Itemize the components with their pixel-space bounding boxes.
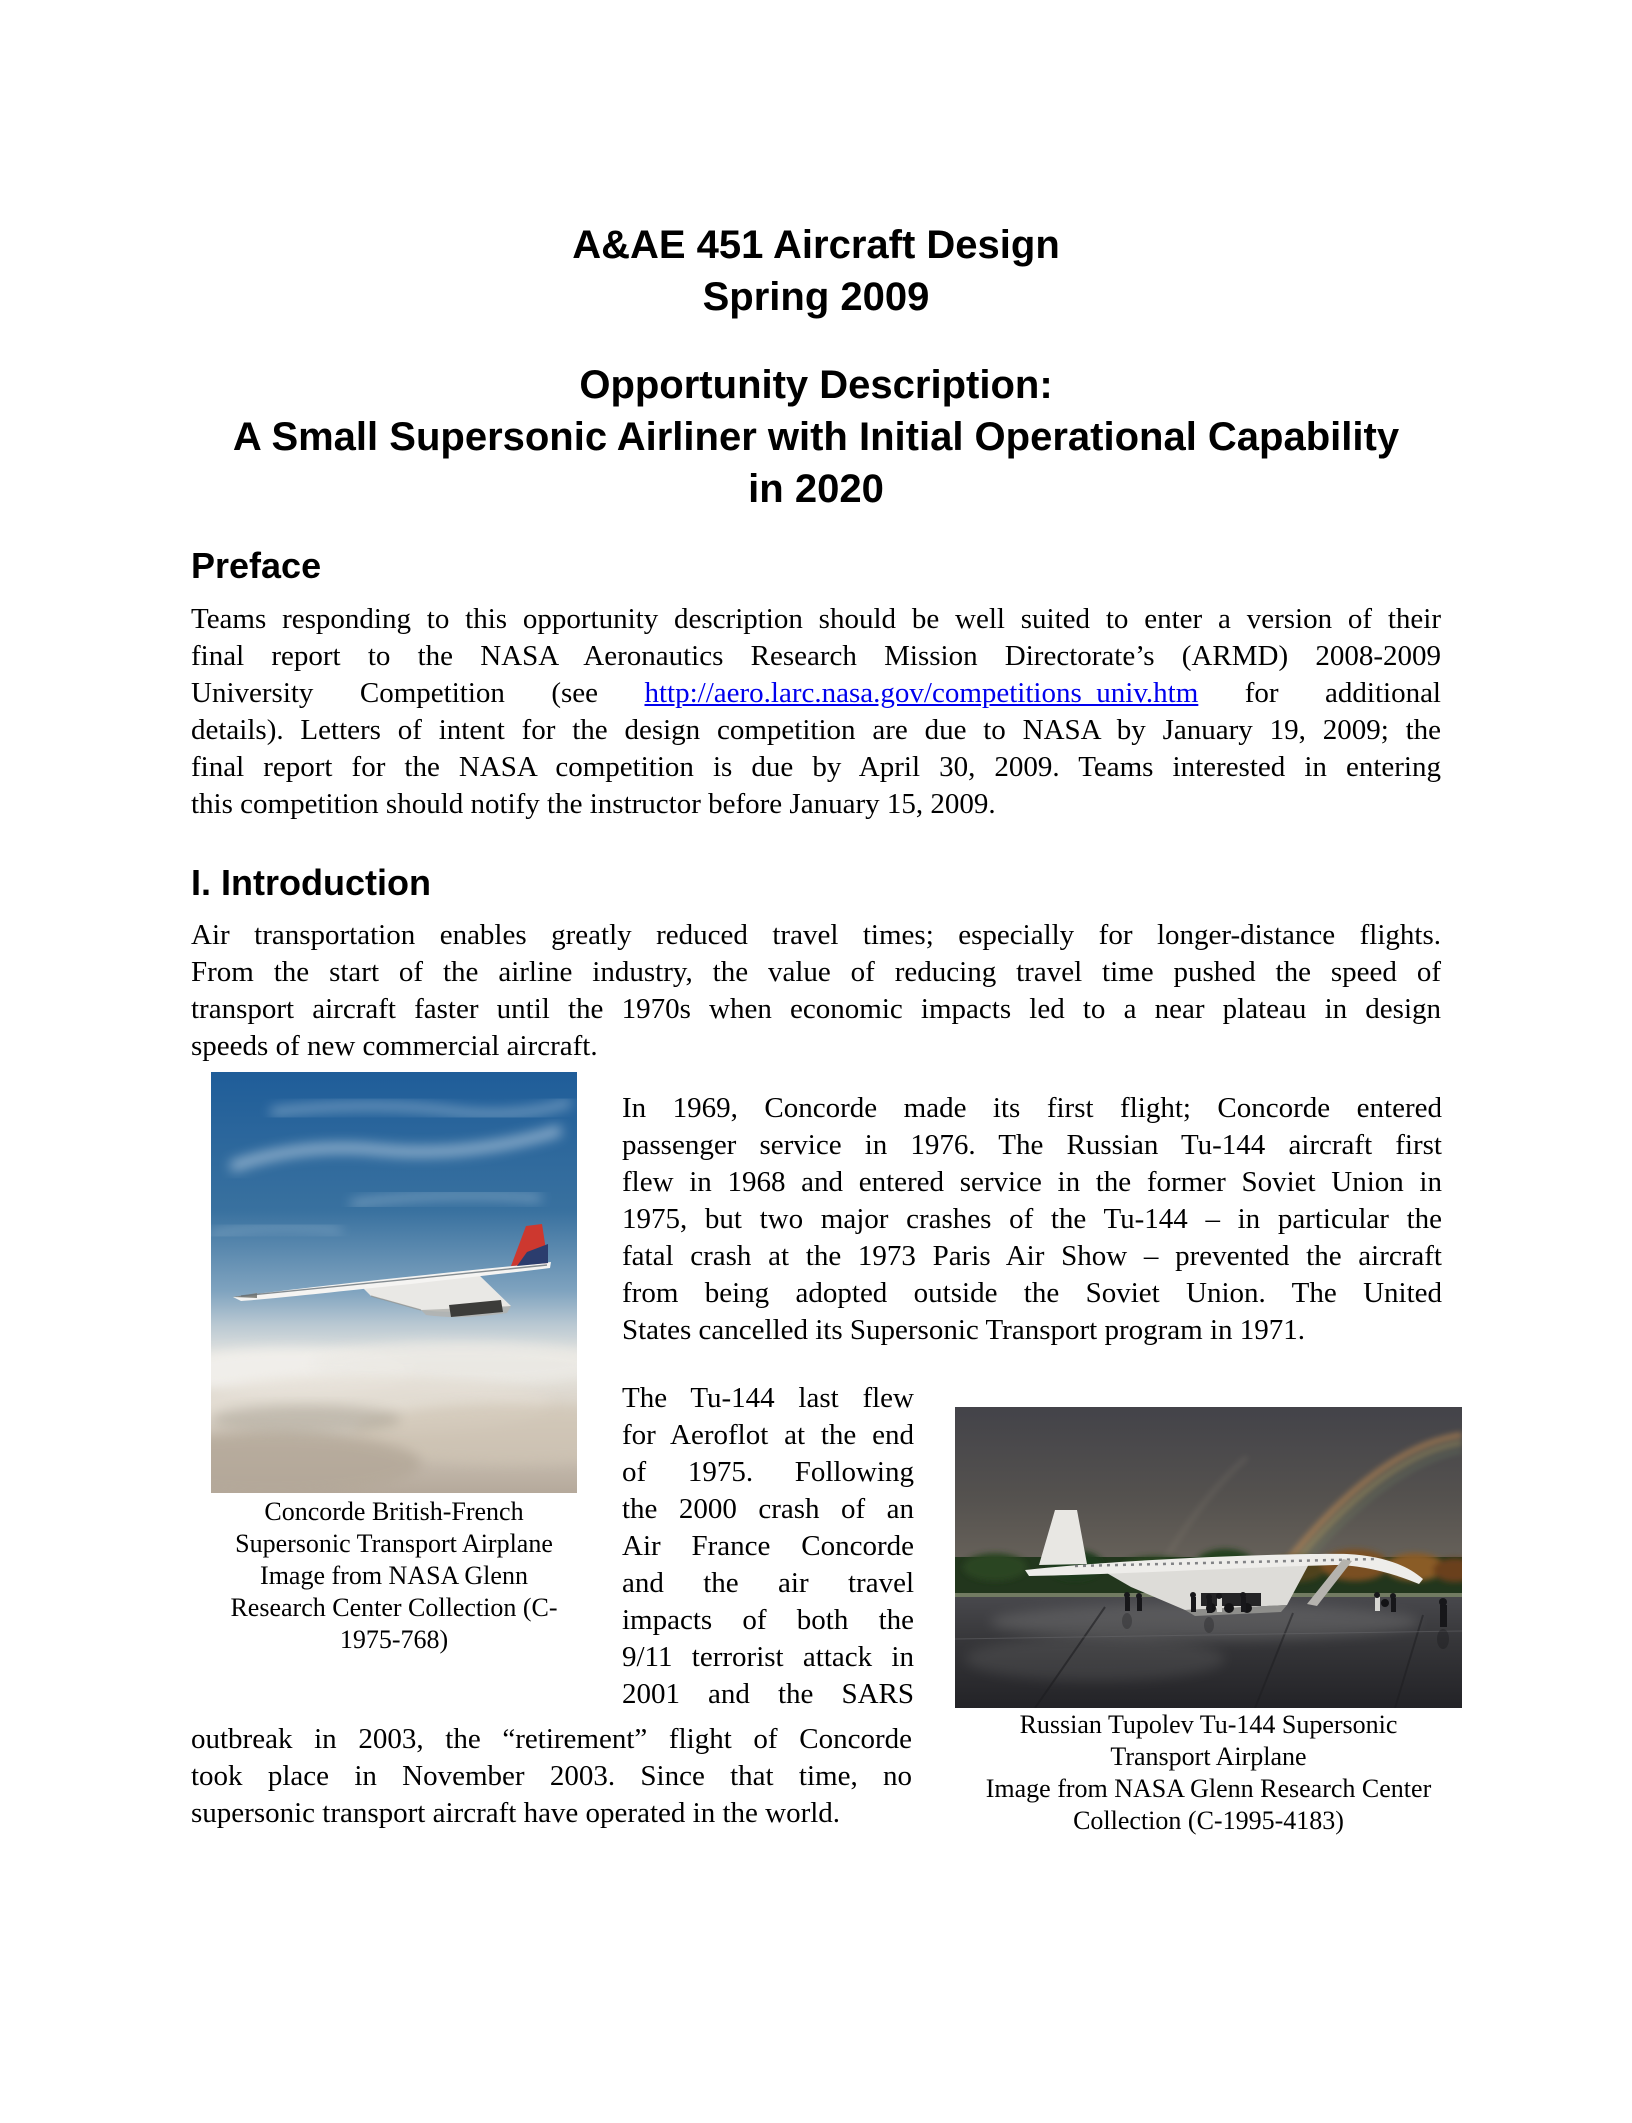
text-line: Transport Airplane (1110, 1742, 1307, 1771)
text-line: the 2000 crash of an (622, 1493, 914, 1525)
text-line: supersonic transport aircraft have operated in the world. (191, 1797, 841, 1829)
paragraph-concorde-history (622, 1090, 1442, 1349)
text-line: Air France Concorde (622, 1530, 914, 1562)
text-line: 9/11 terrorist attack in (622, 1641, 914, 1673)
tu144-figure (955, 1407, 1462, 1835)
text-line: this competition should notify the instructor before January 15, 2009. (191, 788, 996, 820)
text-line: final report for the NASA competition is due by April 30, 2009. Teams interested in entering (191, 751, 1441, 783)
text-line: The Tu-144 last flew (622, 1382, 914, 1414)
text-line: of 1975. Following (622, 1456, 914, 1488)
text-line: Teams responding to this opportunity description should be well suited to enter a version of their (191, 603, 1441, 635)
text-line: 1975, but two major crashes of the Tu-144 – in particular the (622, 1203, 1442, 1235)
text-line: Image from NASA Glenn (260, 1561, 528, 1590)
course-title (0, 219, 1632, 323)
text-line: Collection (C-1995-4183) (1073, 1806, 1344, 1835)
text-line: passenger service in 1976. The Russian Tu-144 aircraft first (622, 1129, 1442, 1161)
text-line: Research Center Collection (C- (230, 1593, 558, 1622)
text-line: outbreak in 2003, the “retirement” flight of Concorde (191, 1723, 912, 1755)
text-line: 2001 and the SARS (622, 1678, 914, 1710)
text-line: from being adopted outside the Soviet Union. The United (622, 1277, 1442, 1309)
text-line: for Aeroflot at the end (622, 1419, 914, 1451)
text-line: fatal crash at the 1973 Paris Air Show – prevented the aircraft (622, 1240, 1442, 1272)
text-line: Opportunity Description: (579, 363, 1053, 407)
link-line-post: for additional (1198, 677, 1441, 709)
text-line: 1975-768) (339, 1625, 449, 1654)
text-line: took place in November 2003. Since that time, no (191, 1760, 912, 1792)
text-line: In 1969, Concorde made its first flight; Concorde entered (622, 1092, 1442, 1124)
tu144-photo (955, 1407, 1462, 1708)
text-line: in 2020 (748, 467, 884, 511)
text-line: Supersonic Transport Airplane (235, 1529, 553, 1558)
concorde-figure (211, 1072, 577, 1654)
preface-paragraph (191, 601, 1441, 823)
text-line: speeds of new commercial aircraft. (191, 1030, 598, 1062)
text-line: From the start of the airline industry, the value of reducing travel time pushed the speed of (191, 956, 1441, 988)
concorde-photo (211, 1072, 577, 1493)
doc-title (0, 359, 1632, 515)
text-line: flew in 1968 and entered service in the former Soviet Union in (622, 1166, 1442, 1198)
link-line-pre: University Competition (see (191, 677, 645, 709)
text-line: Spring 2009 (702, 275, 930, 319)
text-line: details). Letters of intent for the design competition are due to NASA by January 19, 2009; the (191, 714, 1441, 746)
paragraph-tu144-wide (191, 1721, 912, 1832)
text-line: and the air travel (622, 1567, 914, 1599)
text-line: States cancelled its Supersonic Transport program in 1971. (622, 1314, 1306, 1346)
text-line: Concorde British-French (264, 1497, 524, 1526)
text-line: Air transportation enables greatly reduced travel times; especially for longer-distance flights. (191, 919, 1441, 951)
introduction-heading: I. Introduction (191, 862, 431, 903)
text-line: Image from NASA Glenn Research Center (985, 1774, 1432, 1803)
tu144-caption (955, 1709, 1462, 1837)
paragraph-tu144-narrow (622, 1380, 914, 1713)
text-line (191, 675, 1441, 712)
text-line: transport aircraft faster until the 1970s when economic impacts led to a near plateau in design (191, 993, 1441, 1025)
text-line: impacts of both the (622, 1604, 914, 1636)
introduction-paragraph (191, 917, 1441, 1065)
concorde-caption (194, 1496, 594, 1656)
text-line: final report to the NASA Aeronautics Research Mission Directorate’s (ARMD) 2008-2009 (191, 640, 1441, 672)
competitions-univ-link[interactable]: http://aero.larc.nasa.gov/competitions_univ.htm (644, 677, 1199, 709)
text-line: A&AE 451 Aircraft Design (572, 223, 1060, 267)
preface-heading: Preface (191, 545, 322, 586)
text-line: Russian Tupolev Tu-144 Supersonic (1019, 1710, 1398, 1739)
text-line: A Small Supersonic Airliner with Initial Operational Capability (232, 415, 1400, 459)
